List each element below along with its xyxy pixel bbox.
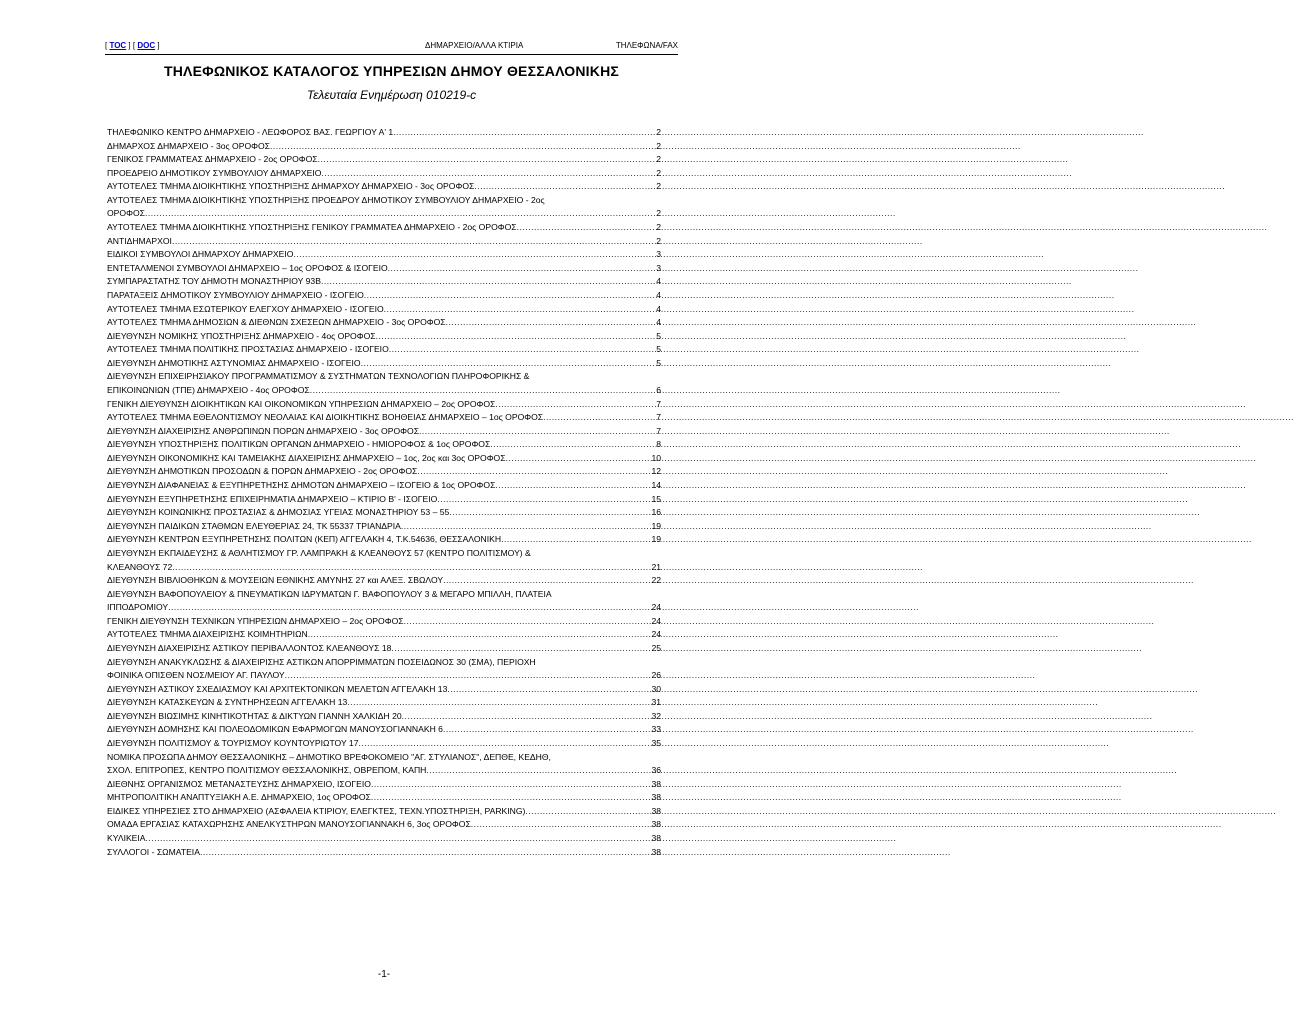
- toc-entry-text: ΔΙΕΥΘΥΝΣΗ ΟΙΚΟΝΟΜΙΚΗΣ ΚΑΙ ΤΑΜΕΙΑΚΗΣ ΔΙΑΧΕΙΡΙΣΗΣ ΔΗΜΑΡΧΕΙΟ – 1ος, 2ος και 3ος ΟΡΟΦΟΣ: [107, 452, 506, 463]
- toc-entry[interactable]: [107, 194, 661, 221]
- toc-page-number: 38: [651, 805, 661, 816]
- toc-dot-leader: [200, 846, 652, 860]
- toc-entry[interactable]: [107, 180, 661, 194]
- toc-entry[interactable]: [107, 167, 661, 181]
- toc-dot-leader: [517, 221, 657, 235]
- toc-entry[interactable]: [107, 303, 661, 317]
- toc-entry-text: ΜΗΤΡΟΠΟΛΙΤΙΚΗ ΑΝΑΠΤΥΞΙΑΚΗ Α.Ε. ΔΗΜΑΡΧΕΙΟ, 1ος ΟΡΟΦΟΣ: [107, 792, 371, 803]
- toc-dot-leader: [146, 832, 652, 846]
- doc-link[interactable]: DOC: [137, 41, 156, 50]
- toc-entry-text: ΔΙΕΥΘΥΝΣΗ ΠΑΙΔΙΚΩΝ ΣΤΑΘΜΩΝ ΕΛΕΥΘΕΡΙΑΣ 24, ΤΚ 55337 ΤΡΙΑΝΔΡΙΑ: [107, 520, 401, 531]
- toc-entry[interactable]: [107, 710, 661, 724]
- toc-page-number: 2: [656, 181, 661, 192]
- toc-entry-text: ΟΜΑΔΑ ΕΡΓΑΣΙΑΣ ΚΑΤΑΧΩΡΗΣΗΣ ΑΝΕΛΚΥΣΤΗΡΩΝ ΜΑΝΟΥΣΟΓΙΑΝΝΑΚΗ 6, 3ος ΟΡΟΦΟΣ: [107, 819, 471, 830]
- toc-page-number: 3: [656, 262, 661, 273]
- toc-dot-leader: [371, 791, 652, 805]
- header-section: ΔΗΜΑΡΧΕΙΟ/ΑΛΛΑ ΚΤΙΡΙΑ: [425, 41, 524, 50]
- toc-dot-leader: [404, 615, 652, 629]
- toc-entry-text: ΔΙΕΘΝΗΣ ΟΡΓΑΝΙΣΜΟΣ ΜΕΤΑΝΑΣΤΕΥΣΗΣ ΔΗΜΑΡΧΕΙΟ, ΙΣΟΓΕΙΟ: [107, 778, 371, 789]
- toc-page-number: 5: [656, 357, 661, 368]
- toc-entry-text: ΔΙΕΥΘΥΝΣΗ ΒΑΦΟΠΟΥΛΕΙΟΥ & ΠΝΕΥΜΑΤΙΚΩΝ ΙΔΡΥΜΑΤΩΝ Γ. ΒΑΦΟΠΟΥΛΟΥ 3 & ΜΕΓΑΡΟ ΜΠΙΛΛΗ, ΠΛΑΤΕΙΑ: [107, 588, 552, 599]
- toc-entry[interactable]: [107, 275, 661, 289]
- toc-dot-leader: [447, 683, 651, 697]
- toc-entry-text: ΔΙΕΥΘΥΝΣΗ ΥΠΟΣΤΗΡΙΞΗΣ ΠΟΛΙΤΙΚΩΝ ΟΡΓΑΝΩΝ ΔΗΜΑΡΧΕΙΟ - ΗΜΙΟΡΟΦΟΣ & 1ος ΟΡΟΦΟΣ: [107, 439, 491, 450]
- toc-page-number: 2: [656, 140, 661, 151]
- toc-entry-text: ΔΙΕΥΘΥΝΣΗ ΕΚΠΑΙΔΕΥΣΗΣ & ΑΘΛΗΤΙΣΜΟΥ ΓΡ. ΛΑΜΠΡΑΚΗ & ΚΛΕΑΝΘΟΥΣ 57 (ΚΕΝΤΡΟ ΠΟΛΙΤΙΣΜΟΥ) &: [107, 547, 531, 558]
- toc-entry[interactable]: [107, 126, 661, 140]
- toc-page-number: 24: [651, 615, 661, 626]
- toc-dot-leader: [388, 262, 657, 276]
- toc-page-number: 2: [656, 127, 661, 137]
- toc-entry-text: ΔΙΕΥΘΥΝΣΗ ΒΙΩΣΙΜΗΣ ΚΙΝΗΤΙΚΟΤΗΤΑΣ & ΔΙΚΤΥΩΝ ΓΙΑΝΝΗ ΧΑΛΚΙΔΗ 20: [107, 710, 402, 721]
- toc-page-number: 15: [651, 493, 661, 504]
- toc-dot-leader: [145, 207, 656, 221]
- toc-page-number: 26: [651, 670, 661, 681]
- toc-page-number: 2: [656, 222, 661, 233]
- toc-dot-leader: [401, 520, 652, 534]
- toc-page-number: 5: [656, 344, 661, 355]
- toc-entry-text: ΔΙΕΥΘΥΝΣΗ ΔΙΑΧΕΙΡΙΣΗΣ ΑΝΘΡΩΠΙΝΩΝ ΠΟΡΩΝ ΔΗΜΑΡΧΕΙΟ - 3ος ΟΡΟΦΟΣ: [107, 425, 420, 436]
- toc-page-number: 19: [651, 520, 661, 531]
- toc-dot-leader: [402, 710, 652, 724]
- toc-entry-text: ΔΗΜΑΡΧΟΣ ΔΗΜΑΡΧΕΙΟ - 3ος ΟΡΟΦΟΣ: [107, 140, 270, 151]
- toc-page-number: 7: [656, 425, 661, 436]
- toc-page-number: 33: [651, 724, 661, 735]
- toc-dot-leader: [391, 642, 651, 656]
- toc-entry-text: ΟΡΟΦΟΣ: [107, 208, 145, 219]
- toc-entry-text: ΑΥΤΟΤΕΛΕΣ ΤΜΗΜΑ ΔΙΟΙΚΗΤΙΚΗΣ ΥΠΟΣΤΗΡΙΞΗΣ ΔΗΜΑΡΧΟΥ ΔΗΜΑΡΧΕΙΟ - 3ος ΟΡΟΦΟΣ: [107, 181, 475, 192]
- toc-entry[interactable]: [107, 140, 661, 154]
- toc-dot-leader: [437, 493, 651, 507]
- toc-page-number: 19: [651, 534, 661, 545]
- toc-entry[interactable]: [107, 479, 661, 493]
- bracket-open: [: [105, 41, 110, 50]
- toc-entry-text: ΤΗΛΕΦΩΝΙΚΟ ΚΕΝΤΡΟ ΔΗΜΑΡΧΕΙΟ - ΛΕΩΦΟΡΟΣ ΒΑΣ. ΓΕΩΡΓΙΟΥ Α' 1: [107, 127, 394, 137]
- toc-page-number: 14: [651, 480, 661, 491]
- toc-entry-text: ΕΙΔΙΚΟΙ ΣΥΜΒΟΥΛΟΙ ΔΗΜΑΡΧΟΥ ΔΗΜΑΡΧΕΙΟ: [107, 249, 294, 260]
- toc-entry-text: ΓΕΝΙΚΗ ΔΙΕΥΘΥΝΣΗ ΤΕΧΝΙΚΩΝ ΥΠΗΡΕΣΙΩΝ ΔΗΜΑΡΧΕΙΟ – 2ος ΟΡΟΦΟΣ: [107, 615, 404, 626]
- toc-entry[interactable]: [107, 398, 661, 412]
- toc-dot-leader: [490, 438, 656, 452]
- toc-dot-leader: [270, 140, 656, 154]
- toc-entry-text: ΕΠΙΚΟΙΝΩΝΙΩΝ (ΤΠΕ) ΔΗΜΑΡΧΕΙΟ - 4ος ΟΡΟΦΟΣ: [107, 384, 310, 395]
- toc-entry-text: ΑΥΤΟΤΕΛΕΣ ΤΜΗΜΑ ΔΗΜΟΣΙΩΝ & ΔΙΕΘΝΩΝ ΣΧΕΣΕΩΝ ΔΗΜΑΡΧΕΙΟ - 3ος ΟΡΟΦΟΣ: [107, 317, 446, 328]
- toc-entry-text: ΔΙΕΥΘΥΝΣΗ ΒΙΒΛΙΟΘΗΚΩΝ & ΜΟΥΣΕΙΩΝ ΕΘΝΙΚΗΣ ΑΜΥΝΗΣ 27 και ΑΛΕΞ. ΣΒΩΛΟΥ: [107, 575, 444, 586]
- toc-page-number: 24: [651, 602, 661, 613]
- toc-dot-leader: [495, 398, 656, 412]
- toc-entry-text: ΑΝΤΙΔΗΜΑΡΧΟΙ: [107, 235, 172, 246]
- toc-entry[interactable]: [107, 832, 661, 846]
- toc-entry-text: ΔΙΕΥΘΥΝΣΗ ΚΟΙΝΩΝΙΚΗΣ ΠΡΟΣΤΑΣΙΑΣ & ΔΗΜΟΣΙΑΣ ΥΓΕΙΑΣ ΜΟΝΑΣΤΗΡΙΟΥ 53 – 55: [107, 507, 450, 518]
- toc-page-number: 10: [651, 452, 661, 463]
- toc-entry-text: ΑΥΤΟΤΕΛΕΣ ΤΜΗΜΑ ΔΙΟΙΚΗΤΙΚΗΣ ΥΠΟΣΤΗΡΙΞΗΣ ΠΡΟΕΔΡΟΥ ΔΗΜΟΤΙΚΟΥ ΣΥΜΒΟΥΛΙΟΥ ΔΗΜΑΡΧΕΙΟ - 2ος: [107, 194, 545, 205]
- toc-dot-leader: [389, 343, 656, 357]
- toc-entry[interactable]: [107, 533, 661, 547]
- toc-entry[interactable]: [107, 330, 661, 344]
- toc-entry[interactable]: [107, 506, 661, 520]
- toc-entry[interactable]: [107, 656, 661, 683]
- toc-dot-leader: [172, 561, 651, 575]
- toc-dot-leader: [471, 818, 652, 832]
- toc-entry-text: ΔΙΕΥΘΥΝΣΗ ΠΟΛΙΤΙΣΜΟΥ & ΤΟΥΡΙΣΜΟΥ ΚΟΥΝΤΟΥΡΙΩΤΟΥ 17: [107, 738, 359, 749]
- toc-dot-leader: [443, 723, 651, 737]
- toc-page-number: 21: [651, 561, 661, 572]
- toc-entry[interactable]: [107, 588, 661, 615]
- toc-page-number: 38: [651, 778, 661, 789]
- toc-page-number: 25: [651, 642, 661, 653]
- toc-page-number: 22: [651, 575, 661, 586]
- toc-page-number: 30: [651, 683, 661, 694]
- toc-dot-leader: [525, 805, 651, 819]
- toc-page-number: 16: [651, 507, 661, 518]
- toc-entry[interactable]: [107, 452, 661, 466]
- toc-dot-leader: [495, 479, 651, 493]
- toc-page-number: 32: [651, 710, 661, 721]
- toc-entry[interactable]: [107, 751, 661, 778]
- toc-entry[interactable]: [107, 574, 661, 588]
- toc-page-number: 38: [651, 792, 661, 803]
- toc-entry[interactable]: [107, 235, 661, 249]
- toc-entry-text: ΦΟΙΝΙΚΑ ΟΠΙΣΘΕΝ ΝΟΣ/ΜΕΙΟΥ ΑΓ. ΠΑΥΛΟΥ: [107, 670, 285, 681]
- toc-entry-text: ΑΥΤΟΤΕΛΕΣ ΤΜΗΜΑ ΔΙΑΧΕΙΡΙΣΗΣ ΚΟΙΜΗΤΗΡΙΩΝ: [107, 629, 308, 640]
- toc-page-number: 24: [651, 629, 661, 640]
- toc-entry-text: ΔΙΕΥΘΥΝΣΗ ΚΕΝΤΡΩΝ ΕΞΥΠΗΡΕΤΗΣΗΣ ΠΟΛΙΤΩΝ (ΚΕΠ) ΑΓΓΕΛΑΚΗ 4, Τ.Κ.54636, ΘΕΣΣΑΛΟΝΙΚΗ: [107, 534, 502, 545]
- toc-dot-leader: [426, 764, 651, 778]
- toc-page-number: 4: [656, 303, 661, 314]
- toc-entry-text: ΑΥΤΟΤΕΛΕΣ ΤΜΗΜΑ ΕΘΕΛΟΝΤΙΣΜΟΥ ΝΕΟΛΑΙΑΣ ΚΑΙ ΔΙΟΙΚΗΤΙΚΗΣ ΒΟΗΘΕΙΑΣ ΔΗΜΑΡΧΕΙΟ – 1ος ΟΡΟΦΟΣ: [107, 412, 544, 423]
- toc-dot-leader: [393, 126, 656, 140]
- toc-page-number: 2: [656, 167, 661, 178]
- toc-entry[interactable]: [107, 465, 661, 479]
- toc-entry-text: ΔΙΕΥΘΥΝΣΗ ΕΠΙΧΕΙΡΗΣΙΑΚΟΥ ΠΡΟΓΡΑΜΜΑΤΙΣΜΟΥ & ΣΥΣΤΗΜΑΤΩΝ ΤΕΧΝΟΛΟΓΙΩΝ ΠΛΗΡΟΦΟΡΙΚΗΣ &: [107, 371, 530, 382]
- toc-page-number: 2: [656, 154, 661, 165]
- toc-entry-text: ΓΕΝΙΚΗ ΔΙΕΥΘΥΝΣΗ ΔΙΟΙΚΗΤΙΚΩΝ ΚΑΙ ΟΙΚΟΝΟΜΙΚΩΝ ΥΠΗΡΕΣΙΩΝ ΔΗΜΑΡΧΕΙΟ – 2ος ΟΡΟΦΟΣ: [107, 398, 496, 409]
- toc-entry[interactable]: [107, 520, 661, 534]
- toc-page-number: 7: [656, 412, 661, 423]
- toc-link[interactable]: TOC: [109, 41, 127, 50]
- header-nav: [105, 41, 160, 50]
- toc-entry-text: ΔΙΕΥΘΥΝΣΗ ΚΑΤΑΣΚΕΥΩΝ & ΣΥΝΤΗΡΗΣΕΩΝ ΑΓΓΕΛΑΚΗ 13: [107, 697, 348, 708]
- toc-entry-text: ΔΙΕΥΘΥΝΣΗ ΔΙΑΧΕΙΡΙΣΗΣ ΑΣΤΙΚΟΥ ΠΕΡΙΒΑΛΛΟΝΤΟΣ ΚΛΕΑΝΘΟΥΣ 18: [107, 642, 392, 653]
- toc-page-number: 35: [651, 738, 661, 749]
- toc-entry[interactable]: [107, 628, 661, 642]
- toc-page-number: 4: [656, 276, 661, 287]
- document-subtitle: Τελευταία Ενημέρωση 010219-c: [306, 88, 477, 102]
- toc-dot-leader: [501, 533, 651, 547]
- toc-entry[interactable]: [107, 248, 661, 262]
- toc-dot-leader: [384, 303, 657, 317]
- toc-entry[interactable]: [107, 818, 661, 832]
- toc-entry[interactable]: [107, 411, 661, 425]
- toc-entry-text: ΕΙΔΙΚΕΣ ΥΠΗΡΕΣΙΕΣ ΣΤΟ ΔΗΜΑΡΧΕΙΟ (ΑΣΦΑΛΕΙΑ ΚΤΙΡΙΟΥ, ΕΛΕΓΚΤΕΣ, ΤΕΧΝ.ΥΠΟΣΤΗΡΙΞΗ, PARKING): [107, 805, 526, 816]
- toc-entry-text: ΔΙΕΥΘΥΝΣΗ ΕΞΥΠΗΡΕΤΗΣΗΣ ΕΠΙΧΕΙΡΗΜΑΤΙΑ ΔΗΜΑΡΧΕΙΟ – ΚΤΙΡΙΟ Β' - ΙΣΟΓΕΙΟ: [107, 493, 438, 504]
- toc-dot-leader: [347, 696, 651, 710]
- toc-page-number: 31: [651, 697, 661, 708]
- toc-dot-leader: [321, 275, 656, 289]
- toc-entry-text: ΚΛΕΑΝΘΟΥΣ 72: [107, 561, 173, 572]
- toc-entry[interactable]: [107, 696, 661, 710]
- toc-entry[interactable]: [107, 615, 661, 629]
- toc-page-number: 38: [651, 819, 661, 830]
- header-right-label: ΤΗΛΕΦΩΝΑ/FAX: [615, 41, 678, 50]
- toc-entry[interactable]: [107, 221, 661, 235]
- toc-entry-text: ΓΕΝΙΚΟΣ ΓΡΑΜΜΑΤΕΑΣ ΔΗΜΑΡΧΕΙΟ - 2ος ΟΡΟΦΟΣ: [107, 154, 318, 165]
- toc-entry[interactable]: [107, 642, 661, 656]
- toc-page-number: 2: [656, 235, 661, 246]
- toc-entry-text: ΔΙΕΥΘΥΝΣΗ ΔΙΑΦΑΝΕΙΑΣ & ΕΞΥΠΗΡΕΤΗΣΗΣ ΔΗΜΟΤΩΝ ΔΗΜΑΡΧΕΙΟ – ΙΣΟΓΕΙΟ & 1ος ΟΡΟΦΟΣ: [107, 480, 496, 491]
- toc-entry-text: ΕΝΤΕΤΑΛΜΕΝΟΙ ΣΥΜΒΟΥΛΟΙ ΔΗΜΑΡΧΕΙΟ – 1ος ΟΡΟΦΟΣ & ΙΣΟΓΕΙΟ: [107, 262, 388, 273]
- toc-page-number: 4: [656, 289, 661, 300]
- toc-dot-leader: [543, 411, 656, 425]
- toc-dot-leader: [285, 669, 652, 683]
- toc-dot-leader: [318, 153, 657, 167]
- toc-entry-text: ΔΙΕΥΘΥΝΣΗ ΑΣΤΙΚΟΥ ΣΧΕΔΙΑΣΜΟΥ ΚΑΙ ΑΡΧΙΤΕΚΤΟΝΙΚΩΝ ΜΕΛΕΤΩΝ ΑΓΓΕΛΑΚΗ 13: [107, 683, 448, 694]
- toc-page-number: 8: [656, 439, 661, 450]
- toc-dot-leader: [371, 778, 651, 792]
- toc-entry-text: ΝΟΜΙΚΑ ΠΡΟΣΩΠΑ ΔΗΜΟΥ ΘΕΣΣΑΛΟΝΙΚΗΣ – ΔΗΜΟΤΙΚΟ ΒΡΕΦΟΚΟΜΕΙΟ "ΑΓ. ΣΤΥΛΙΑΝΟΣ", ΔΕΠΘΕ, ΚΕΔΗΘ,: [107, 751, 551, 762]
- toc-page-number: 5: [656, 330, 661, 341]
- toc-entry[interactable]: [107, 723, 661, 737]
- toc-dot-leader: [293, 248, 656, 262]
- toc-entry-text: ΑΥΤΟΤΕΛΕΣ ΤΜΗΜΑ ΔΙΟΙΚΗΤΙΚΗΣ ΥΠΟΣΤΗΡΙΞΗΣ ΓΕΝΙΚΟΥ ΓΡΑΜΜΑΤΕΑ ΔΗΜΑΡΧΕΙΟ - 2ος ΟΡΟΦΟΣ: [107, 222, 517, 233]
- toc-entry-text: ΑΥΤΟΤΕΛΕΣ ΤΜΗΜΑ ΠΟΛΙΤΙΚΗΣ ΠΡΟΣΤΑΣΙΑΣ ΔΗΜΑΡΧΕΙΟ - ΙΣΟΓΕΙΟ: [107, 344, 389, 355]
- toc-page-number: 36: [651, 765, 661, 776]
- toc-entry[interactable]: [107, 262, 661, 276]
- toc-entry-text: ΔΙΕΥΘΥΝΣΗ ΔΟΜΗΣΗΣ ΚΑΙ ΠΟΛΕΟΔΟΜΙΚΩΝ ΕΦΑΡΜΟΓΩΝ ΜΑΝΟΥΣΟΓΙΑΝΝΑΚΗ 6: [107, 724, 443, 735]
- toc-entry[interactable]: [107, 547, 661, 574]
- toc-dot-leader: [449, 506, 651, 520]
- toc-page-number: 7: [656, 398, 661, 409]
- toc-dot-leader: [364, 289, 656, 303]
- toc-entry[interactable]: [107, 289, 661, 303]
- toc-dot-leader: [308, 628, 652, 642]
- toc-entry[interactable]: [107, 737, 661, 751]
- toc-entry[interactable]: [107, 805, 661, 819]
- toc-page-number: 4: [656, 317, 661, 328]
- toc-entry-text: ΔΙΕΥΘΥΝΣΗ ΝΟΜΙΚΗΣ ΥΠΟΣΤΗΡΙΞΗΣ ΔΗΜΑΡΧΕΙΟ - 4ος ΟΡΟΦΟΣ: [107, 330, 376, 341]
- table-of-contents: [107, 126, 661, 859]
- toc-entry-text: ΑΥΤΟΤΕΛΕΣ ΤΜΗΜΑ ΕΣΩΤΕΡΙΚΟΥ ΕΛΕΓΧΟΥ ΔΗΜΑΡΧΕΙΟ - ΙΣΟΓΕΙΟ: [107, 303, 384, 314]
- toc-dot-leader: [172, 235, 656, 249]
- toc-entry[interactable]: [107, 493, 661, 507]
- toc-entry[interactable]: [107, 846, 661, 860]
- toc-entry[interactable]: [107, 357, 661, 371]
- toc-entry-text: ΔΙΕΥΘΥΝΣΗ ΔΗΜΟΤΙΚΗΣ ΑΣΤΥΝΟΜΙΑΣ ΔΗΜΑΡΧΕΙΟ - ΙΣΟΓΕΙΟ: [107, 357, 361, 368]
- toc-dot-leader: [417, 465, 651, 479]
- toc-page-number: 6: [656, 384, 661, 395]
- toc-dot-leader: [321, 167, 656, 181]
- toc-dot-leader: [376, 330, 657, 344]
- toc-dot-leader: [506, 452, 652, 466]
- toc-entry-text: ΔΙΕΥΘΥΝΣΗ ΔΗΜΟΤΙΚΩΝ ΠΡΟΣΟΔΩΝ & ΠΟΡΩΝ ΔΗΜΑΡΧΕΙΟ - 2ος ΟΡΟΦΟΣ: [107, 466, 418, 477]
- toc-entry-text: ΠΑΡΑΤΑΞΕΙΣ ΔΗΜΟΤΙΚΟΥ ΣΥΜΒΟΥΛΙΟΥ ΔΗΜΑΡΧΕΙΟ - ΙΣΟΓΕΙΟ: [107, 289, 364, 300]
- toc-entry[interactable]: [107, 683, 661, 697]
- toc-entry[interactable]: [107, 791, 661, 805]
- toc-page-number: 38: [651, 846, 661, 857]
- page-number: -1-: [377, 969, 391, 980]
- toc-dot-leader: [358, 737, 651, 751]
- toc-entry[interactable]: [107, 425, 661, 439]
- toc-dot-leader: [474, 180, 656, 194]
- toc-dot-leader: [361, 357, 657, 371]
- toc-entry-text: ΣΧΟΛ. ΕΠΙΤΡΟΠΕΣ, ΚΕΝΤΡΟ ΠΟΛΙΤΙΣΜΟΥ ΘΕΣΣΑΛΟΝΙΚΗΣ, ΟΒΡΕΠΟΜ, ΚΑΠΗ: [107, 765, 427, 776]
- toc-entry-text: ΣΥΛΛΟΓΟΙ - ΣΩΜΑΤΕΙΑ: [107, 846, 200, 857]
- toc-entry[interactable]: [107, 153, 661, 167]
- toc-dot-leader: [446, 316, 657, 330]
- toc-entry-text: ΠΡΟΕΔΡΕΙΟ ΔΗΜΟΤΙΚΟΥ ΣΥΜΒΟΥΛΙΟΥ ΔΗΜΑΡΧΕΙΟ: [107, 167, 322, 178]
- toc-entry[interactable]: [107, 316, 661, 330]
- toc-entry[interactable]: [107, 343, 661, 357]
- toc-page-number: 38: [651, 833, 661, 844]
- toc-dot-leader: [443, 574, 651, 588]
- toc-entry[interactable]: [107, 370, 661, 397]
- toc-dot-leader: [310, 384, 657, 398]
- toc-entry-text: ΙΠΠΟΔΡΟΜΙΟΥ: [107, 602, 169, 613]
- toc-dot-leader: [168, 601, 651, 615]
- toc-page-number: 2: [656, 208, 661, 219]
- toc-entry[interactable]: [107, 438, 661, 452]
- document-title: ΤΗΛΕΦΩΝΙΚΟΣ ΚΑΤΑΛΟΓΟΣ ΥΠΗΡΕΣΙΩΝ ΔΗΜΟΥ ΘΕΣΣΑΛΟΝΙΚΗΣ: [164, 63, 619, 79]
- bracket-between: ] [: [126, 41, 138, 50]
- toc-dot-leader: [419, 425, 656, 439]
- header-divider: [105, 54, 678, 55]
- toc-entry[interactable]: [107, 778, 661, 792]
- toc-entry-text: ΚΥΛΙΚΕΙΑ: [107, 833, 146, 844]
- page-header: [105, 41, 678, 55]
- toc-entry-text: ΔΙΕΥΘΥΝΣΗ ΑΝΑΚΥΚΛΩΣΗΣ & ΔΙΑΧΕΙΡΙΣΗΣ ΑΣΤΙΚΩΝ ΑΠΟΡΡΙΜΜΑΤΩΝ ΠΟΣΕΙΔΩΝΟΣ 30 (ΣΜΑ), ΠΕΡΙΟΧΗ: [107, 656, 536, 667]
- toc-page-number: 12: [651, 466, 661, 477]
- bracket-close: ]: [155, 41, 160, 50]
- toc-page-number: 3: [656, 249, 661, 260]
- toc-entry-text: ΣΥΜΠΑΡΑΣΤΑΤΗΣ ΤΟΥ ΔΗΜΟΤΗ ΜΟΝΑΣΤΗΡΙΟΥ 93Β: [107, 276, 321, 287]
